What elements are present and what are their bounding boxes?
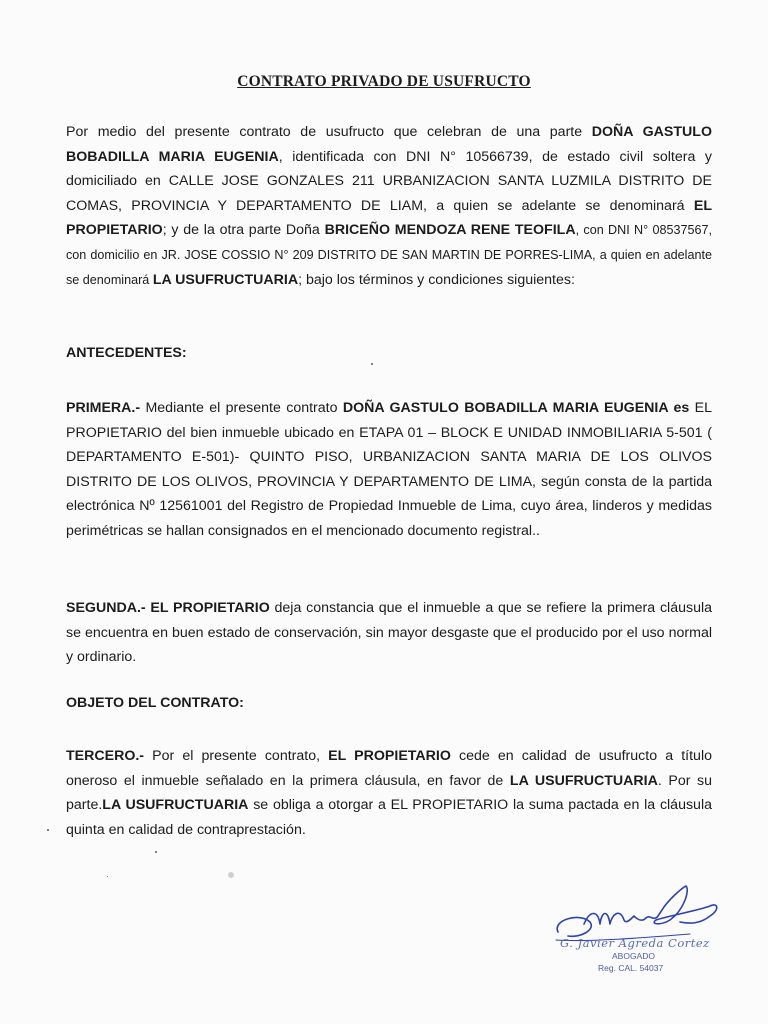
document-title: CONTRATO PRIVADO DE USUFRUCTO — [237, 73, 531, 90]
tercero-usufructuaria-2: LA USUFRUCTUARIA — [102, 797, 249, 814]
tercero-text-1: Por el presente contrato, — [144, 748, 329, 764]
tercero-text-3: . Por su parte. — [66, 772, 712, 814]
intro-usufructuaria: LA USUFRUCTUARIA — [152, 271, 299, 288]
scan-speck — [371, 363, 373, 365]
tercero-usufructuaria-1: LA USUFRUCTUARIA — [509, 772, 658, 789]
intro-party-one: DOÑA GASTULO BOBADILLA MARIA EUGENIA — [66, 124, 713, 165]
intro-text-3: ; y de la otra parte Doña — [162, 222, 325, 239]
signature-stamp-role: ABOGADO — [612, 951, 655, 961]
segunda-label: SEGUNDA.- EL PROPIETARIO — [66, 600, 270, 616]
scan-speck — [228, 872, 234, 878]
antecedentes-heading: ANTECEDENTES: — [66, 345, 187, 361]
tercero-clause — [66, 744, 712, 842]
tercero-text-4: se obliga a otorgar a EL PROPIETARIO la suma pactada en la cláusula quinta en calidad de contraprestación. — [66, 797, 712, 838]
tercero-text-2: cede en calidad de usufructo a título oneroso el inmueble señalado en la primera cláusula, en favor de — [66, 748, 712, 789]
intro-text-2: , identificada con DNI N° 10566739, de estado civil soltera y domiciliado en CALLE JOSE GONZALES 211 URBANIZACION SANTA LUZMILA DISTRITO DE COMAS, PROVINCIA Y DEPARTAMENTO DE LIAM, a quien se adelante se denominará — [66, 148, 712, 214]
primera-party: DOÑA GASTULO BOBADILLA MARIA EUGENIA es — [342, 400, 690, 416]
scan-speck — [47, 829, 49, 831]
intro-propietario: EL PROPIETARIO — [66, 197, 712, 239]
primera-text-2: EL PROPIETARIO del bien inmueble ubicado en ETAPA 01 – BLOCK E UNIDAD INMOBILIARIA 5-501 ( DEPARTAMENTO E-501)- QUINTO PISO, URBANIZACION SANTA MARIA DE LOS OLIVOS DISTRITO DE LOS OLIVOS, PROVINCIA Y DEPARTAMENTO DE LIMA, según consta de la partida electrónica Nº 12561001 del Registro de Propiedad Inmueble de Lima, cuyo área, linderos y medidas perimétricas se hallan consignados en el mencionado documento registral.. — [66, 400, 712, 539]
tercero-label: TERCERO.- — [66, 748, 145, 764]
tercero-propietario: EL PROPIETARIO — [328, 748, 451, 764]
intro-text-4: , con DNI N° 08537567, con domicilio en JR. JOSE COSSIO N° 209 DISTRITO DE SAN MARTIN DE PORRES-LIMA, a quien en adelante se denominará — [66, 223, 712, 287]
primera-clause — [66, 396, 712, 544]
intro-text-5: ; bajo los términos y condiciones siguientes: — [298, 271, 575, 288]
primera-label: PRIMERA.- — [66, 400, 141, 416]
intro-paragraph — [66, 120, 712, 292]
segunda-text: deja constancia que el inmueble a que se refiere la primera cláusula se encuentra en buen estado de conservación, sin mayor desgaste que el producido por el uso normal y ordinario. — [66, 600, 713, 666]
scan-speck — [155, 851, 157, 853]
scan-speck — [107, 876, 108, 877]
intro-text-1: Por medio del presente contrato de usufructo que celebran de una parte — [66, 124, 592, 140]
segunda-clause — [66, 596, 712, 670]
signature-stamp-reg: Reg. CAL. 54037 — [598, 963, 664, 973]
primera-text-1: Mediante el presente contrato — [140, 400, 343, 416]
objeto-heading: OBJETO DEL CONTRATO: — [66, 695, 244, 711]
signature-stamp-name: G. Javier Agreda Cortez — [560, 936, 710, 950]
intro-party-two: BRICEÑO MENDOZA RENE TEOFILA — [324, 222, 576, 239]
